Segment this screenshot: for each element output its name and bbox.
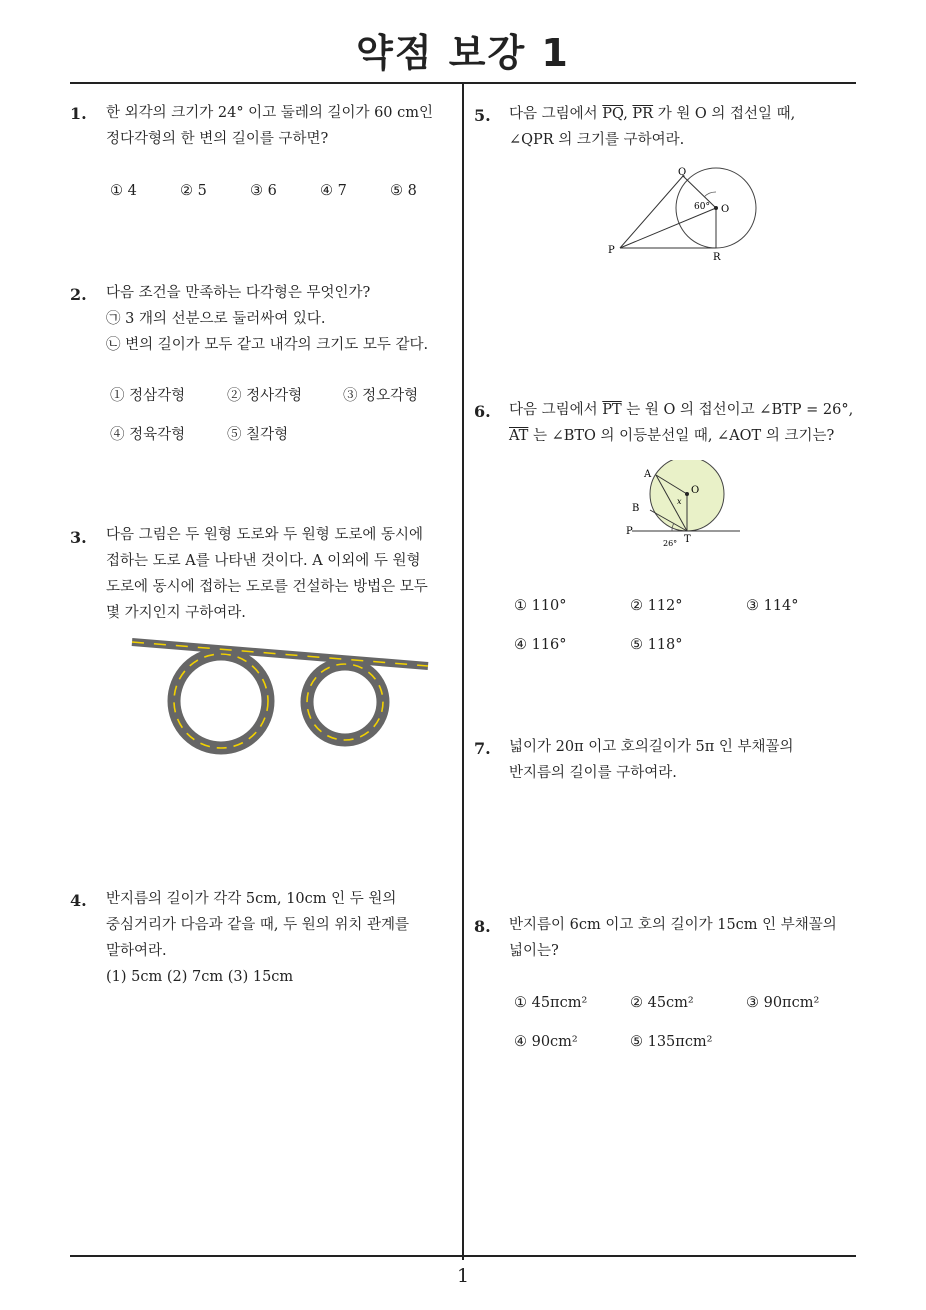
page-title: 약점 보강 1: [356, 31, 570, 75]
option-4[interactable]: ④ 90cm²: [514, 1034, 578, 1050]
question-text: [106, 280, 428, 358]
question-text: [106, 100, 433, 152]
question-number: 5.: [474, 106, 491, 125]
tangent-figure-q5: [600, 160, 790, 270]
text-segment: 다음 그림에서: [509, 402, 603, 418]
option-4[interactable]: ④ 116°: [514, 637, 567, 653]
question-text: [509, 912, 837, 964]
option-1[interactable]: ① 45πcm²: [514, 995, 588, 1011]
road-figure: [125, 630, 435, 760]
text-line: ㉠ 3 개의 선분으로 둘러싸여 있다.: [106, 311, 326, 327]
option-1[interactable]: ① 4: [110, 183, 137, 199]
text-segment: 는 원 O 의 접선이고 ∠BTP = 26°,: [621, 402, 854, 418]
option-5[interactable]: ⑤ 135πcm²: [630, 1034, 713, 1050]
label-q: Q: [678, 167, 687, 178]
text-line: ∠QPR 의 크기를 구하여라.: [509, 132, 685, 148]
text-line: 다음 조건을 만족하는 다각형은 무엇인가?: [106, 285, 371, 301]
text-line: 넓이는?: [509, 943, 559, 959]
text-line: (1) 5cm (2) 7cm (3) 15cm: [106, 969, 294, 985]
question-number: 2.: [70, 285, 87, 304]
text-line: 반지름의 길이가 각각 5cm, 10cm 인 두 원의: [106, 891, 397, 907]
text-line: [509, 397, 853, 423]
text-line: 중심거리가 다음과 같을 때, 두 원의 위치 관계를: [106, 917, 410, 933]
label-p: P: [608, 245, 615, 256]
label-o: O: [721, 204, 730, 215]
question-number: 8.: [474, 917, 491, 936]
text-line: ㉡ 변의 길이가 모두 같고 내각의 크기도 모두 같다.: [106, 337, 429, 353]
segment-pt: $\overline{PT}$: [602, 402, 622, 418]
option-5[interactable]: ⑤ 118°: [630, 637, 683, 653]
question-number: 4.: [70, 891, 87, 910]
question-number: 1.: [70, 104, 87, 123]
tangent-road-a: [132, 642, 428, 666]
text-segment: 는 ∠BTO 의 이등분선일 때, ∠AOT 의 크기는?: [528, 428, 835, 444]
option-2[interactable]: ② 정사각형: [227, 388, 303, 404]
question-number: 7.: [474, 739, 491, 758]
bottom-rule: [70, 1255, 856, 1257]
label-o: O: [691, 485, 700, 496]
text-line: 한 외각의 크기가 24° 이고 둘레의 길이가 60 cm인: [106, 105, 434, 121]
text-line: 몇 가지인지 구하여라.: [106, 605, 246, 621]
question-text: [509, 101, 795, 153]
text-line: 반지름의 길이를 구하여라.: [509, 765, 677, 781]
text-segment: 가 원 O 의 접선일 때,: [653, 106, 796, 122]
text-segment: 다음 그림에서: [509, 106, 603, 122]
text-segment: ,: [623, 106, 633, 122]
label-angle: 26°: [663, 539, 678, 548]
label-p: P: [626, 526, 633, 537]
option-3[interactable]: ③ 정오각형: [343, 388, 419, 404]
segment-pq: $\overline{PQ}$: [602, 106, 624, 122]
option-3[interactable]: ③ 6: [250, 183, 277, 199]
label-t: T: [684, 534, 691, 545]
option-3[interactable]: ③ 90πcm²: [746, 995, 820, 1011]
option-4[interactable]: ④ 정육각형: [110, 427, 186, 443]
text-line: 반지름이 6cm 이고 호의 길이가 15cm 인 부채꼴의: [509, 917, 837, 933]
text-line: 말하여라.: [106, 943, 167, 959]
option-4[interactable]: ④ 7: [320, 183, 347, 199]
question-text: [106, 522, 428, 626]
text-line: 도로에 동시에 접하는 도로를 건설하는 방법은 모두: [106, 579, 428, 595]
label-b: B: [632, 503, 640, 514]
label-a: A: [644, 469, 652, 480]
page-number: 1: [456, 1265, 470, 1287]
option-1[interactable]: ① 110°: [514, 598, 567, 614]
segment-at: $\overline{AT}$: [509, 428, 529, 444]
text-line: 접하는 도로 A를 나타낸 것이다. A 이외에 두 원형: [106, 553, 421, 569]
option-5[interactable]: ⑤ 칠각형: [227, 427, 289, 443]
question-number: 3.: [70, 528, 87, 547]
text-line: 넓이가 20π 이고 호의길이가 5π 인 부채꼴의: [509, 739, 794, 755]
text-line: 다음 그림은 두 원형 도로와 두 원형 도로에 동시에: [106, 527, 424, 543]
option-5[interactable]: ⑤ 8: [390, 183, 417, 199]
text-line: [509, 423, 853, 449]
label-angle: 60°: [694, 202, 710, 212]
option-2[interactable]: ② 112°: [630, 598, 683, 614]
option-1[interactable]: ① 정삼각형: [110, 388, 186, 404]
question-number: 6.: [474, 402, 491, 421]
option-2[interactable]: ② 45cm²: [630, 995, 694, 1011]
column-divider: [462, 83, 464, 1260]
text-line: [509, 101, 795, 127]
option-2[interactable]: ② 5: [180, 183, 207, 199]
circular-road-left: [174, 654, 268, 748]
label-x: x: [677, 497, 682, 506]
question-text: [509, 734, 794, 786]
text-line: 정다각형의 한 변의 길이를 구하면?: [106, 131, 329, 147]
question-text: [509, 397, 853, 449]
label-r: R: [713, 252, 721, 263]
circular-road-right: [307, 664, 383, 740]
option-3[interactable]: ③ 114°: [746, 598, 799, 614]
tangent-figure-q6: [620, 460, 750, 552]
segment-pr: $\overline{PR}$: [632, 106, 654, 122]
question-text: [106, 886, 409, 990]
